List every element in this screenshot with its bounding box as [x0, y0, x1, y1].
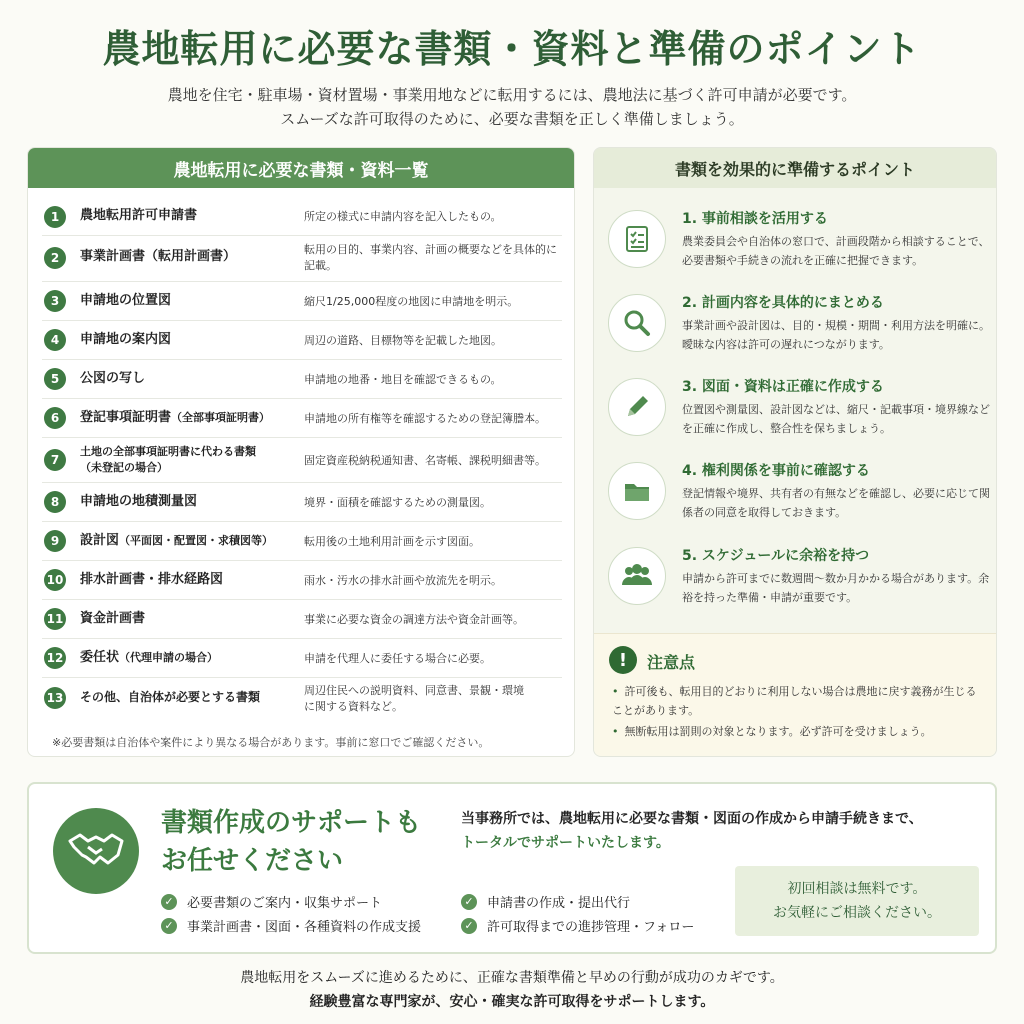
- number-badge: 3: [44, 290, 66, 312]
- support-check-item: [161, 916, 421, 935]
- check-icon: ✓: [161, 894, 177, 910]
- tip-desc: 位置図や測量図、設計図などは、縮尺・記載事項・境界線などを正確に作成し、整合性を保ちましょう。: [682, 403, 990, 435]
- tip-title: 4. 権利関係を事前に確認する: [682, 463, 870, 479]
- tip-item: [606, 208, 996, 288]
- number-badge: 5: [44, 368, 66, 390]
- caution-text: 無断転用は罰則の対象となります。必ず許可を受けましょう。: [624, 725, 932, 738]
- document-row: [42, 200, 562, 236]
- bullet-icon: •: [612, 725, 619, 738]
- document-row: [42, 562, 562, 600]
- document-desc: 境界・面積を確認するための測量図。: [304, 496, 491, 509]
- number-badge: 12: [44, 647, 66, 669]
- page-title: 農地転用に必要な書類・資料と準備のポイント: [102, 27, 922, 71]
- free-consultation-box: [735, 866, 979, 936]
- bullet-icon: •: [612, 685, 619, 698]
- document-name: [80, 650, 300, 666]
- number-badge: 8: [44, 491, 66, 513]
- check-label: 必要書類のご案内・収集サポート: [187, 896, 383, 911]
- support-lead-accent: トータルでサポートいたします。: [461, 835, 670, 851]
- document-desc: 縮尺1/25,000程度の地図に申請地を明示。: [304, 295, 519, 308]
- caution-item: [612, 722, 982, 741]
- document-name: 農地転用許可申請書: [80, 208, 198, 223]
- tip-title: 2. 計画内容を具体的にまとめる: [682, 295, 884, 311]
- document-name-main: 土地の全部事項証明書に代わる書類: [80, 445, 256, 458]
- number-badge: 4: [44, 329, 66, 351]
- folder-icon: [608, 462, 666, 520]
- support-title: [161, 804, 421, 880]
- number-badge: 10: [44, 569, 66, 591]
- consult-line: 初回相談は無料です。: [787, 881, 927, 897]
- tip-desc: 事業計画や設計図は、目的・規模・期間・利用方法を明確に。曖昧な内容は許可の遅れにつながります。: [682, 319, 990, 351]
- caution-title: 注意点: [647, 653, 696, 672]
- document-name: 申請地の地積測量図: [80, 494, 198, 509]
- exclamation-icon: !: [609, 646, 637, 674]
- document-name-note: （全部事項証明書）: [171, 411, 271, 424]
- check-label: 申請書の作成・提出代行: [487, 896, 631, 911]
- support-check-item: [161, 892, 382, 911]
- document-row: [42, 439, 562, 483]
- magnifier-icon: [608, 294, 666, 352]
- checklist-icon: [608, 210, 666, 268]
- number-badge: 9: [44, 530, 66, 552]
- document-row: [42, 283, 562, 321]
- document-row: [42, 400, 562, 438]
- document-name-main: 委任状: [80, 650, 120, 665]
- number-badge: 7: [44, 449, 66, 471]
- document-desc: 雨水・汚水の排水計画や放流先を明示。: [304, 574, 502, 587]
- document-row: [42, 484, 562, 522]
- document-name: 排水計画書・排水経路図: [80, 572, 224, 587]
- number-badge: 1: [44, 206, 66, 228]
- document-name: 資金計画書: [80, 611, 146, 626]
- document-name: [80, 533, 300, 549]
- check-label: 事業計画書・図面・各種資料の作成支援: [187, 920, 422, 935]
- document-desc: 申請地の地番・地目を確認できるもの。: [304, 373, 502, 386]
- support-lead: 当事務所では、農地転用に必要な書類・図面の作成から申請手続きまで、: [461, 811, 923, 827]
- document-name: 事業計画書（転用計画書）: [80, 249, 237, 264]
- caution-item: [612, 682, 982, 720]
- tips-heading: 書類を効果的に準備するポイント: [594, 148, 996, 188]
- tip-title: 5. スケジュールに余裕を持つ: [682, 548, 870, 564]
- support-check-item: [461, 892, 630, 911]
- caution-box: [594, 633, 997, 757]
- document-name-note: （平面図・配置図・求積図等）: [119, 534, 274, 547]
- subtitle-line-1: 農地を住宅・駐車場・資材置場・事業用地などに転用するには、農地法に基づく許可申請が必要です。: [167, 86, 857, 104]
- tip-title: 3. 図面・資料は正確に作成する: [682, 379, 884, 395]
- document-name: その他、自治体が必要とする書類: [80, 690, 261, 704]
- support-box: [27, 782, 997, 954]
- support-check-item: [461, 916, 694, 935]
- number-badge: 2: [44, 247, 66, 269]
- document-desc: 転用の目的、事業内容、計画の概要などを具体的に記載。: [304, 243, 557, 272]
- support-title-line: 書類作成のサポートも: [161, 808, 422, 838]
- document-name-note: （未登記の場合）: [80, 461, 168, 474]
- number-badge: 11: [44, 608, 66, 630]
- document-name: 申請地の案内図: [80, 332, 172, 347]
- document-desc: 周辺の道路、目標物等を記載した地図。: [304, 334, 502, 347]
- document-name-main: 設計図: [80, 533, 120, 548]
- document-row: [42, 322, 562, 360]
- tips-card: [593, 147, 997, 757]
- document-list-card: [27, 147, 575, 757]
- check-icon: ✓: [461, 918, 477, 934]
- document-footnote: ※必要書類は自治体や案件により異なる場合があります。事前に窓口でご確認ください。: [52, 736, 490, 749]
- document-row: [42, 640, 562, 678]
- document-name: 申請地の位置図: [80, 293, 172, 308]
- tip-item: [606, 376, 996, 456]
- tip-desc: 登記情報や境界、共有者の有無などを確認し、必要に応じて関係者の同意を取得しておきます。: [682, 487, 990, 519]
- subtitle-line-2: スムーズな許可取得のために、必要な書類を正しく準備しましょう。: [280, 110, 744, 128]
- document-row: [42, 679, 562, 723]
- document-desc: 申請地の所有権等を確認するための登記簿謄本。: [304, 412, 546, 425]
- document-desc: 固定資産税納税通知書、名寄帳、課税明細書等。: [304, 454, 546, 467]
- document-name: [80, 444, 300, 476]
- document-desc: 転用後の土地利用計画を示す図面。: [304, 535, 480, 548]
- document-name: 公図の写し: [80, 371, 146, 386]
- document-desc: 所定の様式に申請内容を記入したもの。: [304, 210, 502, 223]
- check-icon: ✓: [161, 918, 177, 934]
- document-desc: 周辺住民への説明資料、同意書、景観・環境に関する資料など。: [304, 684, 524, 713]
- document-name-note: （代理申請の場合）: [119, 651, 219, 664]
- document-row: [42, 237, 562, 282]
- pencil-icon: [608, 378, 666, 436]
- tip-item: [606, 292, 996, 372]
- handshake-icon: [53, 808, 139, 894]
- tip-item: [606, 460, 996, 540]
- footer-line-2: 経験豊富な専門家が、安心・確実な許可取得をサポートします。: [309, 994, 715, 1010]
- tip-desc: 農業委員会や自治体の窓口で、計画段階から相談することで、必要書類や手続きの流れを正確に把握できます。: [682, 235, 990, 267]
- tip-desc: 申請から許可までに数週間〜数か月かかる場合があります。余裕を持った準備・申請が重要です。: [682, 572, 990, 604]
- document-desc: 事業に必要な資金の調達方法や資金計画等。: [304, 613, 524, 626]
- tip-title: 1. 事前相談を活用する: [682, 211, 828, 227]
- document-row: [42, 601, 562, 639]
- document-desc: 申請を代理人に委任する場合に必要。: [304, 652, 491, 665]
- caution-text: 許可後も、転用目的どおりに利用しない場合は農地に戻す義務が生じることがあります。: [612, 685, 977, 717]
- support-title-line: お任せください: [161, 846, 344, 876]
- document-name: [80, 410, 300, 426]
- tip-item: [606, 545, 996, 625]
- document-row: [42, 523, 562, 561]
- footer-line-1: 農地転用をスムーズに進めるために、正確な書類準備と早めの行動が成功のカギです。: [240, 970, 784, 986]
- number-badge: 13: [44, 687, 66, 709]
- people-icon: [608, 547, 666, 605]
- document-name-main: 登記事項証明書: [80, 410, 172, 425]
- document-row: [42, 361, 562, 399]
- document-list-heading: 農地転用に必要な書類・資料一覧: [28, 148, 574, 188]
- consult-line: お気軽にご相談ください。: [773, 905, 941, 921]
- check-label: 許可取得までの進捗管理・フォロー: [487, 920, 695, 935]
- check-icon: ✓: [461, 894, 477, 910]
- number-badge: 6: [44, 407, 66, 429]
